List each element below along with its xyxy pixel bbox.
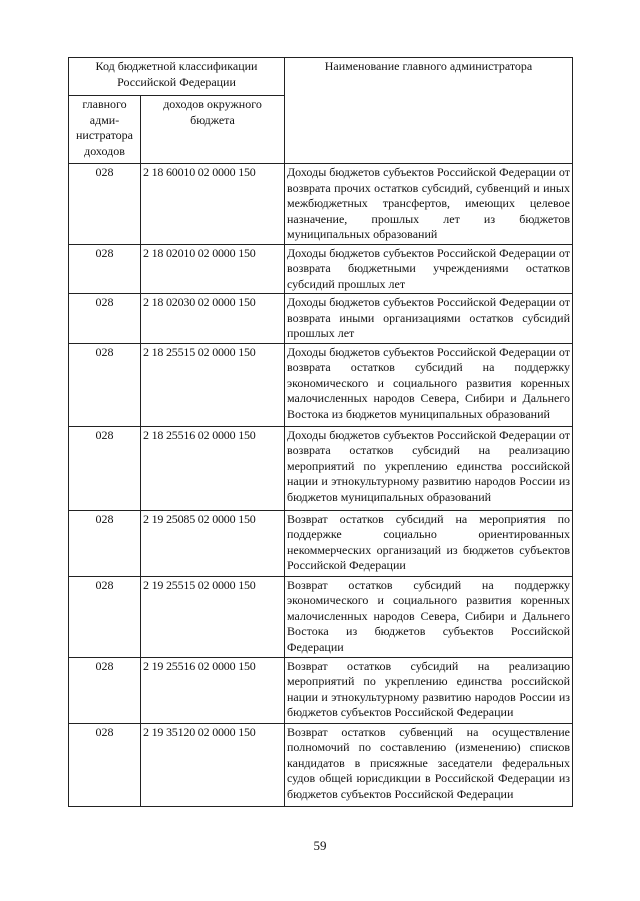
- budget-classification-table: [68, 57, 573, 807]
- income-code-cell: 2 18 25515 02 0000 150: [141, 343, 285, 426]
- table-row: [69, 294, 573, 344]
- income-code-cell: 2 19 35120 02 0000 150: [141, 723, 285, 806]
- income-code-cell: 2 18 02010 02 0000 150: [141, 244, 285, 294]
- table-row: [69, 576, 573, 657]
- table-row: [69, 164, 573, 245]
- table-row: [69, 244, 573, 294]
- income-code-cell: 2 19 25515 02 0000 150: [141, 576, 285, 657]
- admin-name-column-header: Наименование главного администратора: [285, 58, 573, 164]
- admin-code-column-header: главного адми-нистратора доходов: [69, 96, 141, 164]
- admin-code-cell: 028: [69, 576, 141, 657]
- admin-code-cell: 028: [69, 164, 141, 245]
- table-row: [69, 657, 573, 723]
- admin-name-cell: Доходы бюджетов субъектов Российской Федерации от возврата остатков субсидий на поддержку экономического и социального развития коренных малочисленных народов Севера, Сибири и Дальнего Востока из бюджетов муниципальных образований: [285, 343, 573, 426]
- admin-name-cell: Возврат остатков субвенций на осуществление полномочий по составлению (изменению) списков кандидатов в присяжные заседатели федеральных судов общей юрисдикции в Российской Федерации из бюджетов субъектов Российской Федерации: [285, 723, 573, 806]
- admin-name-cell: Возврат остатков субсидий на реализацию мероприятий по укреплению единства российской нации и этнокультурному развитию народов России из бюджетов субъектов Российской Федерации: [285, 657, 573, 723]
- admin-code-cell: 028: [69, 426, 141, 510]
- page-number: 59: [313, 838, 327, 853]
- income-code-column-header: доходов окружного бюджета: [141, 96, 285, 164]
- admin-code-cell: 028: [69, 294, 141, 344]
- admin-name-cell: Доходы бюджетов субъектов Российской Федерации от возврата бюджетными учреждениями остатков субсидий прошлых лет: [285, 244, 573, 294]
- admin-name-cell: Доходы бюджетов субъектов Российской Федерации от возврата прочих остатков субсидий, субвенций и иных межбюджетных трансфертов, имеющих целевое назначение, прошлых лет из бюджетов муниципальных образований: [285, 164, 573, 245]
- table-row: [69, 343, 573, 426]
- header-row-top: [69, 58, 573, 96]
- admin-code-cell: 028: [69, 244, 141, 294]
- admin-code-cell: 028: [69, 343, 141, 426]
- income-code-cell: 2 19 25085 02 0000 150: [141, 510, 285, 576]
- income-code-cell: 2 19 25516 02 0000 150: [141, 657, 285, 723]
- admin-code-cell: 028: [69, 657, 141, 723]
- admin-name-cell: Возврат остатков субсидий на поддержку экономического и социального развития коренных малочисленных народов Севера, Сибири и Дальнего Востока из бюджетов субъектов Российской Федерации: [285, 576, 573, 657]
- income-code-cell: 2 18 60010 02 0000 150: [141, 164, 285, 245]
- table-row: [69, 426, 573, 510]
- admin-code-cell: 028: [69, 723, 141, 806]
- admin-code-cell: 028: [69, 510, 141, 576]
- budget-code-group-header: Код бюджетной классификации Российской Федерации: [69, 58, 285, 96]
- admin-name-cell: Доходы бюджетов субъектов Российской Федерации от возврата иными организациями остатков субсидий прошлых лет: [285, 294, 573, 344]
- table-row: [69, 723, 573, 806]
- admin-name-cell: Возврат остатков субсидий на мероприятия по поддержке социально ориентированных некоммерческих организаций из бюджетов субъектов Российской Федерации: [285, 510, 573, 576]
- table-row: [69, 510, 573, 576]
- income-code-cell: 2 18 02030 02 0000 150: [141, 294, 285, 344]
- admin-name-cell: Доходы бюджетов субъектов Российской Федерации от возврата остатков субсидий на реализацию мероприятий по укреплению единства российской нации и этнокультурному развитию народов России из бюджетов муниципальных образований: [285, 426, 573, 510]
- income-code-cell: 2 18 25516 02 0000 150: [141, 426, 285, 510]
